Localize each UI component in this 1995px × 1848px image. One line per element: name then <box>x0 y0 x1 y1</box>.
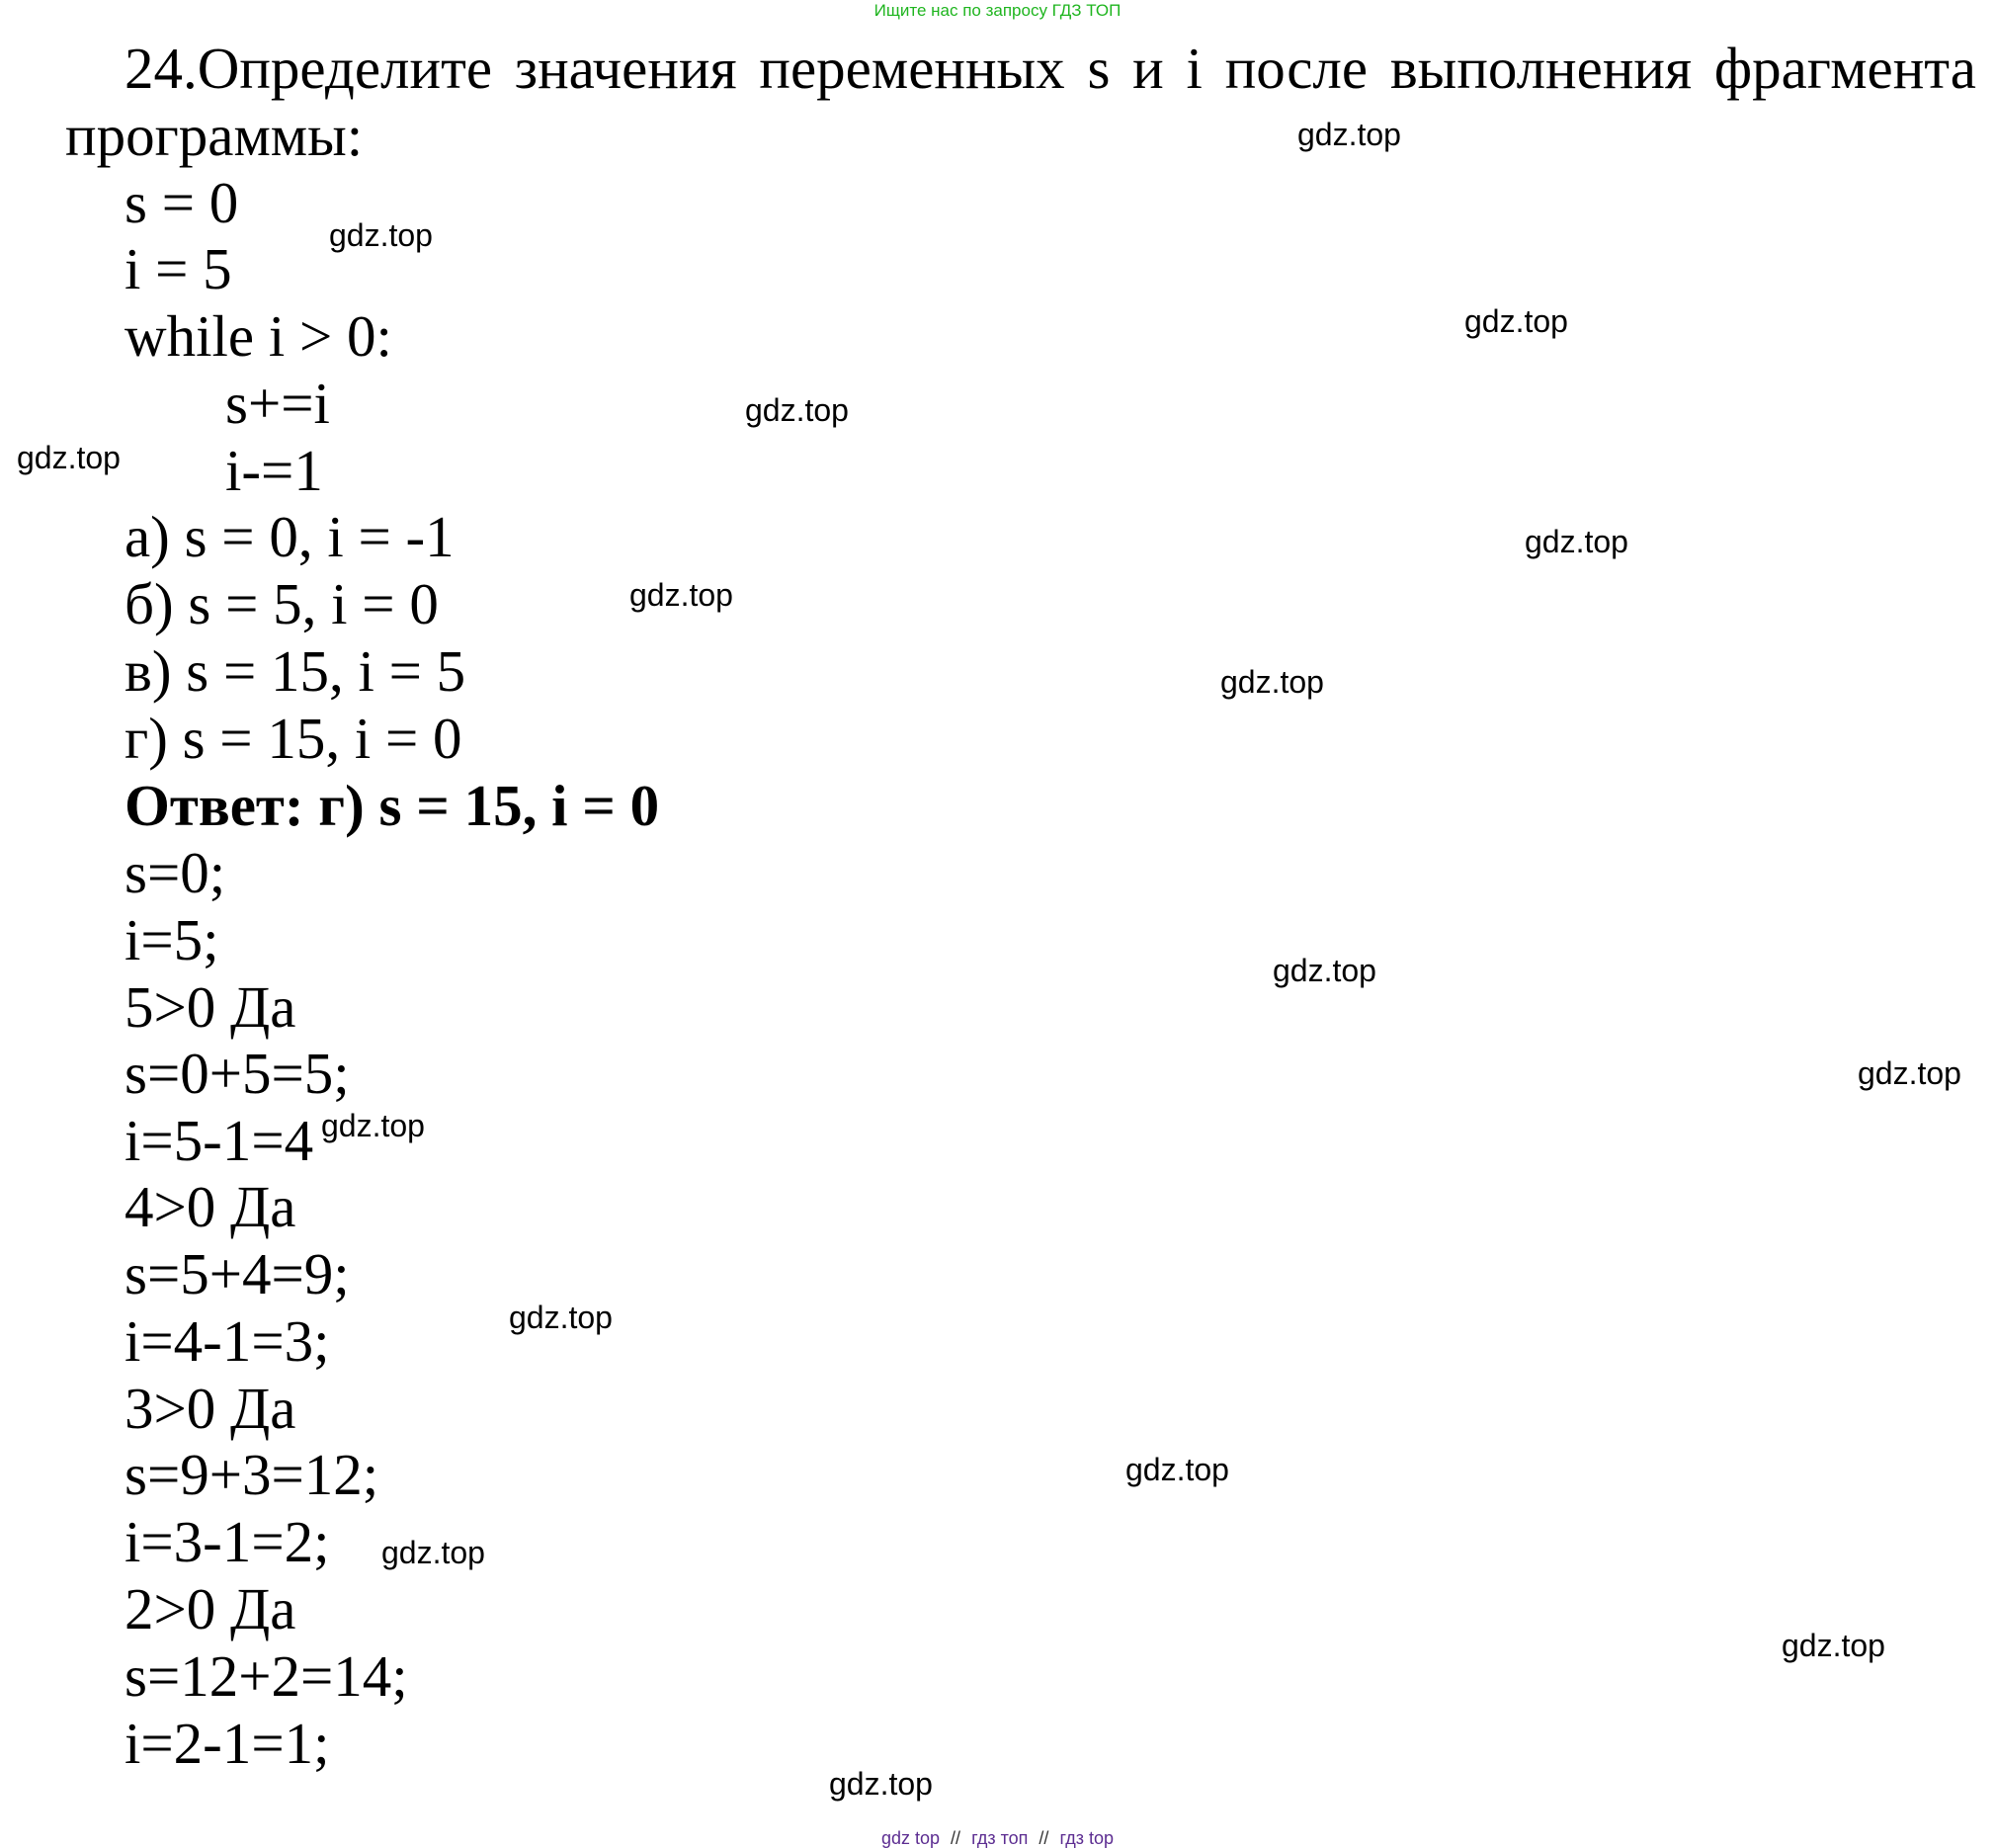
watermark: gdz.top <box>381 1535 485 1570</box>
watermark: gdz.top <box>829 1766 933 1802</box>
solution-step: i=5-1=4 <box>125 1108 314 1173</box>
solution-step: 4>0 Да <box>125 1174 296 1239</box>
watermark: gdz.top <box>1525 524 1628 559</box>
solution-step: s=12+2=14; <box>125 1643 408 1709</box>
watermark: gdz.top <box>17 440 121 475</box>
answer-option: г) s = 15, i = 0 <box>125 706 462 771</box>
watermark: gdz.top <box>1220 664 1324 700</box>
watermark: gdz.top <box>1782 1628 1885 1663</box>
answer-line: Ответ: г) s = 15, i = 0 <box>125 773 660 838</box>
solution-step: s=9+3=12; <box>125 1442 379 1507</box>
watermark: gdz.top <box>1464 303 1568 339</box>
solution-step: i=3-1=2; <box>125 1509 330 1574</box>
solution-step: 3>0 Да <box>125 1376 296 1441</box>
code-line: i = 5 <box>125 236 232 301</box>
solution-step: 2>0 Да <box>125 1576 296 1641</box>
watermark: gdz.top <box>1297 117 1401 152</box>
solution-step: 5>0 Да <box>125 974 296 1040</box>
answer-option: а) s = 0, i = -1 <box>125 504 455 569</box>
footer-links <box>0 1829 1995 1847</box>
watermark: gdz.top <box>509 1300 613 1335</box>
footer-separator: // <box>1039 1828 1049 1848</box>
solution-step: i=4-1=3; <box>125 1308 330 1374</box>
top-banner: Ищите нас по запросу ГДЗ ТОП <box>873 1 1122 20</box>
solution-step: i=5; <box>125 907 219 972</box>
problem-heading-line-1: 24.Определите значения переменных s и i после выполнения фрагмента <box>125 36 1976 101</box>
solution-step: s=0+5=5; <box>125 1041 350 1106</box>
watermark: gdz.top <box>1273 953 1376 988</box>
code-line: i-=1 <box>225 438 323 503</box>
answer-option: б) s = 5, i = 0 <box>125 571 439 636</box>
solution-step: s=5+4=9; <box>125 1241 350 1306</box>
footer-link[interactable]: гдз top <box>1059 1828 1114 1848</box>
solution-step: s=0; <box>125 840 226 905</box>
answer-option: в) s = 15, i = 5 <box>125 638 466 704</box>
solution-step: i=2-1=1; <box>125 1711 330 1776</box>
code-line: s+=i <box>225 371 330 436</box>
watermark: gdz.top <box>329 217 433 253</box>
code-line: while i > 0: <box>125 303 392 369</box>
watermark: gdz.top <box>745 392 849 428</box>
watermark: gdz.top <box>1125 1452 1229 1487</box>
code-line: s = 0 <box>125 170 239 235</box>
watermark: gdz.top <box>1858 1055 1961 1091</box>
problem-heading-line-2: программы: <box>65 103 364 168</box>
footer-link[interactable]: gdz top <box>880 1828 941 1848</box>
footer-link[interactable]: гдз топ <box>971 1828 1029 1848</box>
watermark: gdz.top <box>321 1108 425 1143</box>
watermark: gdz.top <box>629 577 733 613</box>
footer-separator: // <box>951 1828 961 1848</box>
